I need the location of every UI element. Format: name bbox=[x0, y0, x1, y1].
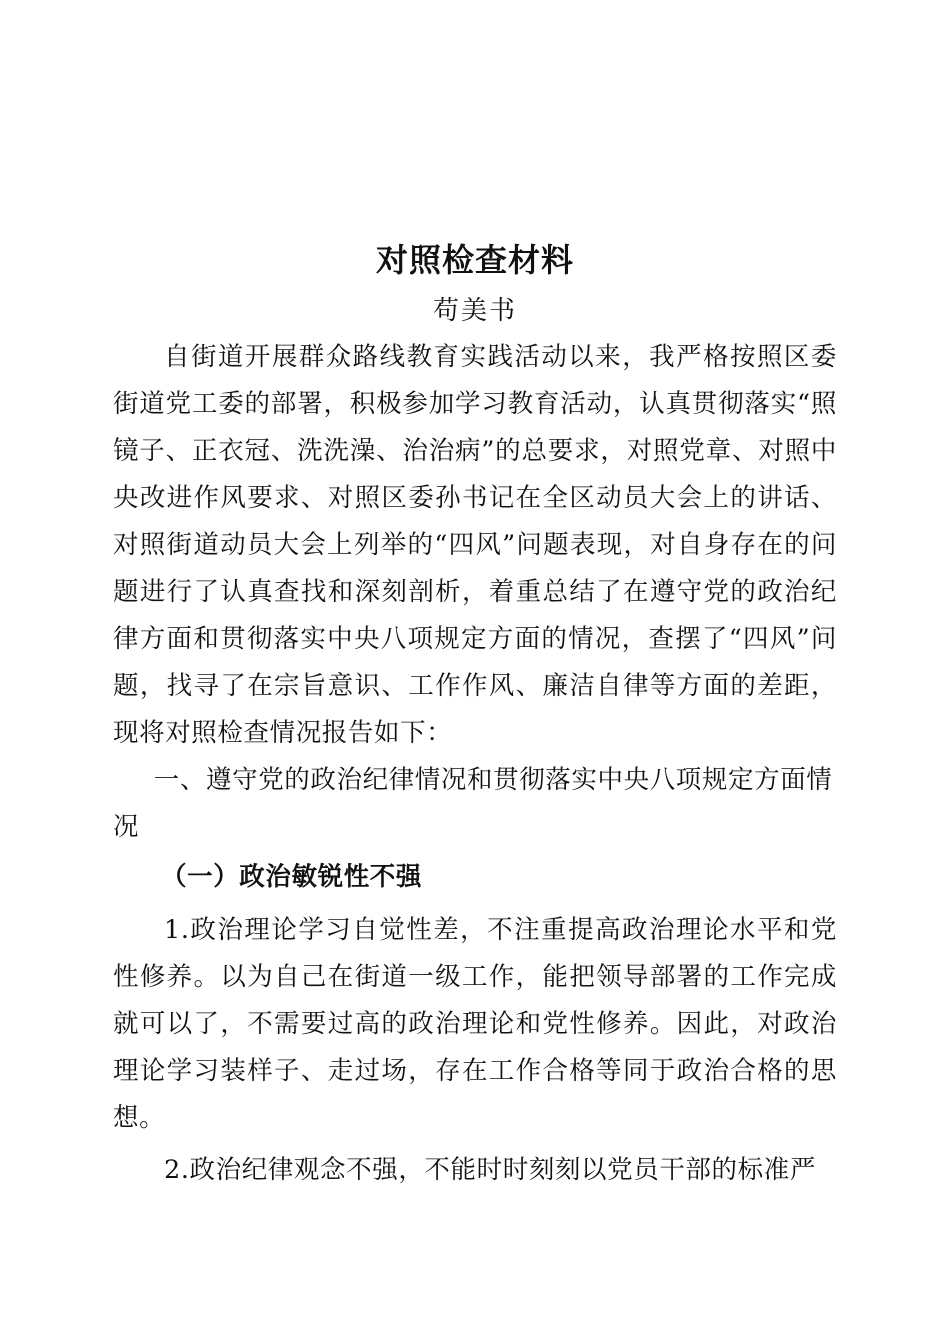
document-title: 对照检查材料 bbox=[375, 241, 574, 279]
document-author: 苟美书 bbox=[432, 296, 517, 326]
intro-paragraph: 自街道开展群众路线教育实践活动以来，我严格按照区委街道党工委的部署，积极参加学习教育活动，认真贯彻落实“照镜子、正衣冠、洗洗澡、治治病”的总要求，对照党章、对照中央改进作风要求、对照区委孙书记在全区动员大会上的讲话、对照街道动员大会上列举的“四风”问题表现，对自身存在的问题进行了认真查找和深刻剖析，着重总结了在遵守党的政治纪律方面和贯彻落实中央八项规定方面的情况，查摆了“四风”问题，找寻了在宗旨意识、工作作风、廉洁自律等方面的差距，现将对照检查情况报告如下： bbox=[113, 342, 837, 748]
list-item-2: 2.政治纪律观念不强，不能时时刻刻以党员干部的标准严 bbox=[164, 1155, 816, 1185]
list-item-1: 1.政治理论学习自觉性差，不注重提高政治理论水平和党性修养。以为自己在街道一级工作，能把领导部署的工作完成就可以了，不需要过高的政治理论和党性修养。因此，对政治理论学习装样子、走过场，存在工作合格等同于政治合格的思想。 bbox=[113, 915, 837, 1133]
document-body bbox=[113, 232, 837, 1194]
section-heading-1: 一、遵守党的政治纪律情况和贯彻落实中央八项规定方面情况 bbox=[113, 765, 833, 842]
subsection-heading-1: （一）政治敏锐性不强 bbox=[161, 862, 423, 892]
